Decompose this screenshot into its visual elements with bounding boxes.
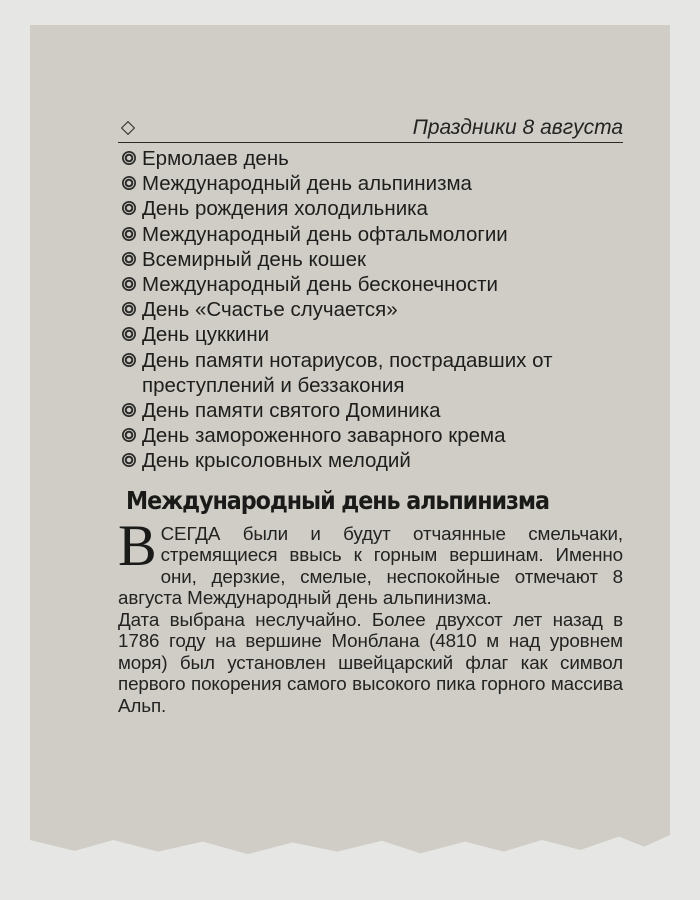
- list-item: Ермолаев день: [121, 146, 623, 171]
- flower-bullet-icon: [121, 427, 137, 443]
- clipping-content: [88, 88, 623, 716]
- list-item: Всемирный день кошек: [121, 247, 623, 272]
- diamond-icon: [121, 121, 135, 135]
- flower-bullet-icon: [121, 301, 137, 317]
- section-title: Праздники 8 августа: [412, 116, 623, 139]
- flower-bullet-icon: [121, 452, 137, 468]
- list-item: День рождения холодильника: [121, 196, 623, 221]
- article-paragraph: ВСЕГДА были и будут отчаянные смельчаки, стремящиеся ввысь к горным вершинам. Именно они, дерзкие, смелые, неспокойные отмечают 8 августа Международный день альпинизма.: [118, 512, 623, 609]
- list-item: День крысоловных мелодий: [121, 448, 623, 473]
- article-paragraph: Дата выбрана неслучайно. Более двухсот лет назад в 1786 году на вершине Монблана (4810 м над уровнем моря) был установлен швейцарский флаг как символ первого покорения самого высокого пика горного массива Альп.: [118, 608, 623, 716]
- flower-bullet-icon: [121, 402, 137, 418]
- flower-bullet-icon: [121, 226, 137, 242]
- drop-cap: В: [118, 512, 157, 578]
- flower-bullet-icon: [121, 326, 137, 342]
- section-header: [118, 116, 623, 143]
- flower-bullet-icon: [121, 352, 137, 368]
- list-item: День замороженного заварного крема: [121, 423, 623, 448]
- list-item: День цуккини: [121, 322, 623, 347]
- flower-bullet-icon: [121, 200, 137, 216]
- list-item: День памяти святого Доминика: [121, 398, 623, 423]
- list-item: День памяти нотариусов, пострадавших от преступлений и беззакония: [121, 348, 623, 398]
- list-item: Международный день офтальмологии: [121, 222, 623, 247]
- article-title: Международный день альпинизма: [126, 485, 549, 515]
- flower-bullet-icon: [121, 276, 137, 292]
- flower-bullet-icon: [121, 175, 137, 191]
- article-body: [118, 512, 623, 717]
- list-item: День «Счастье случается»: [121, 297, 623, 322]
- list-item: Международный день бесконечности: [121, 272, 623, 297]
- flower-bullet-icon: [121, 150, 137, 166]
- holiday-list: [121, 146, 623, 474]
- flower-bullet-icon: [121, 251, 137, 267]
- list-item: Международный день альпинизма: [121, 171, 623, 196]
